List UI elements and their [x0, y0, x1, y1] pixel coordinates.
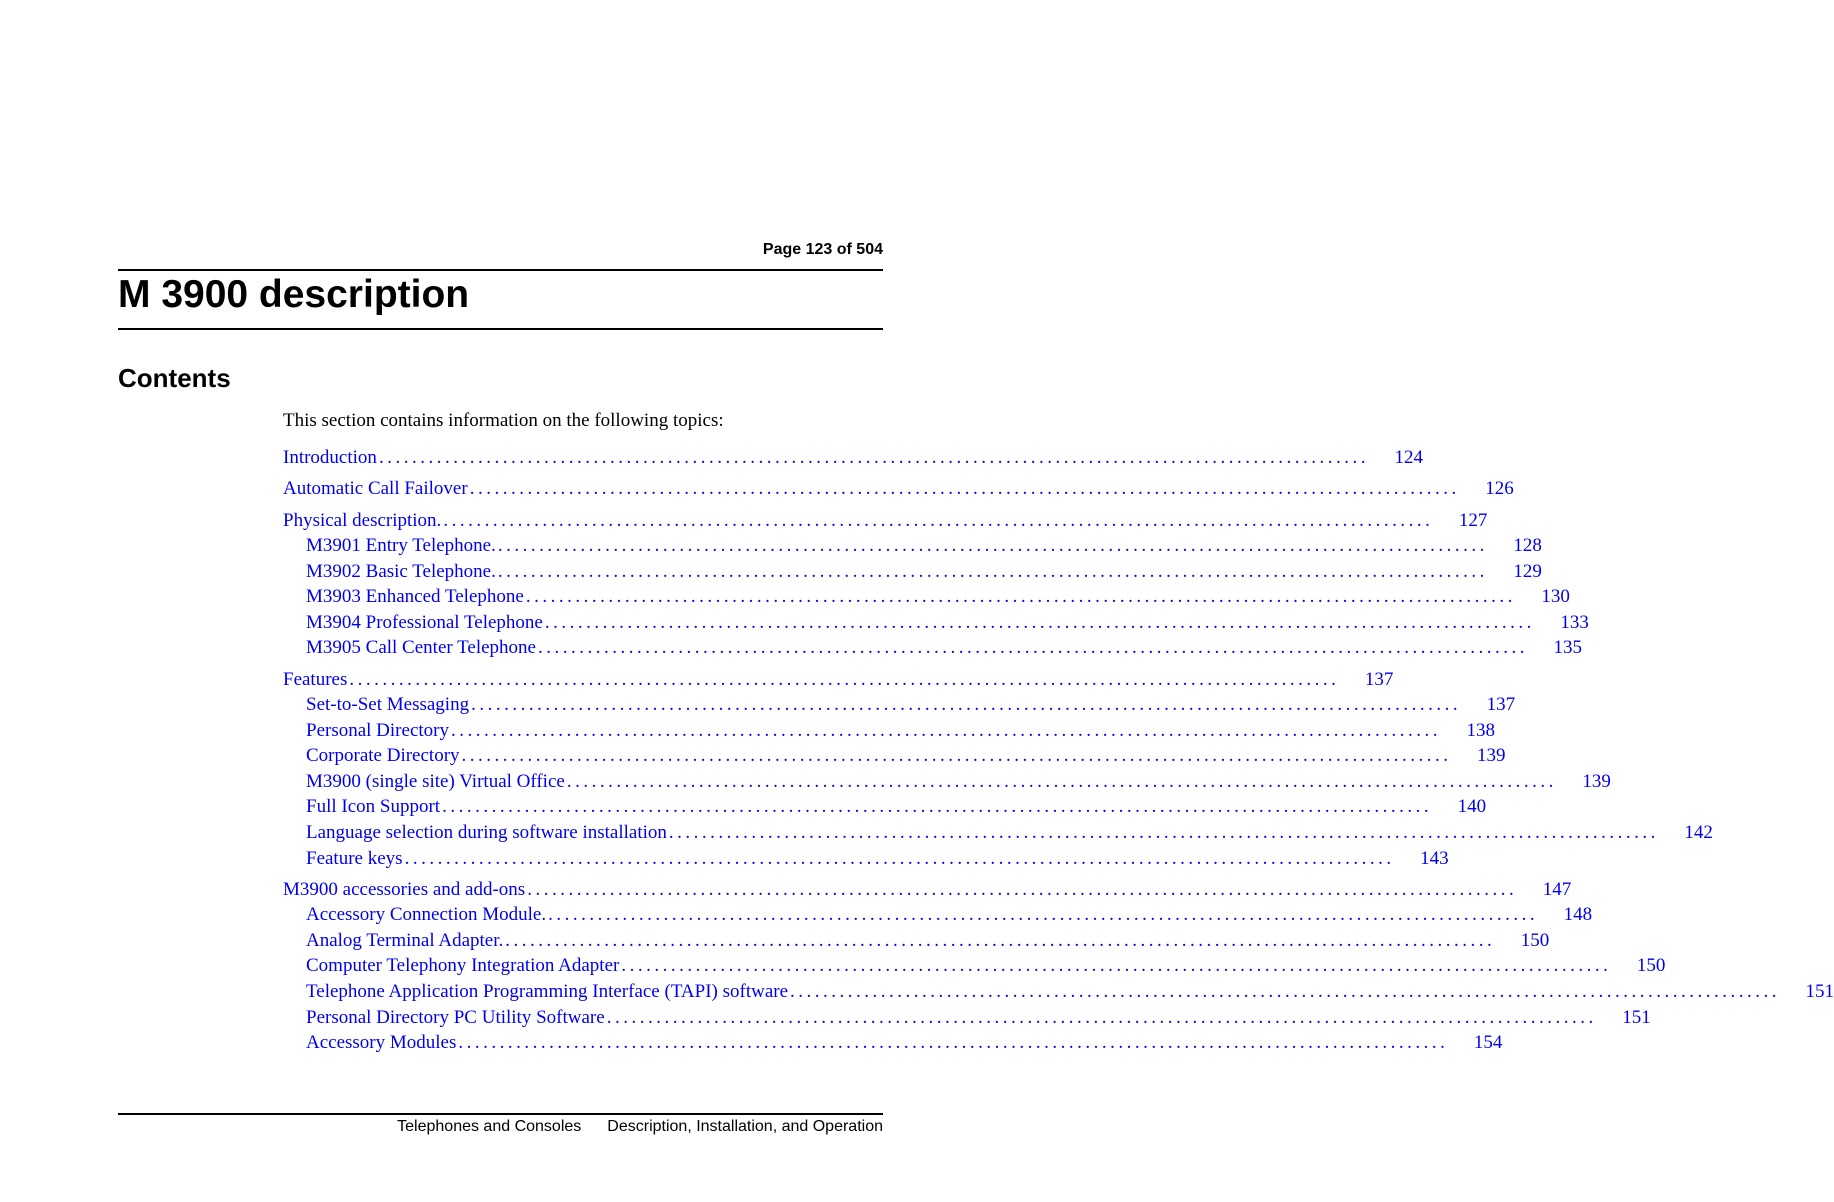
toc-entry-label: Telephone Application Programming Interface (TAPI) software — [306, 981, 789, 1002]
toc-entry-page: 137 — [1486, 694, 1516, 715]
toc-entry-page: 126 — [1485, 478, 1514, 499]
toc-dot-leader: ........................................................................................................................ — [443, 510, 1434, 531]
toc-entry-label: Introduction — [283, 447, 377, 468]
toc-entry[interactable] — [306, 1007, 1651, 1031]
toc-entry-label: M3900 accessories and add-ons — [283, 879, 526, 900]
toc-entry[interactable] — [306, 955, 1666, 979]
toc-entry[interactable] — [306, 822, 1713, 846]
toc-entry[interactable] — [306, 561, 1542, 585]
toc-entry-label: Physical description. — [283, 510, 442, 531]
section-intro: This section contains information on the following topics: — [283, 410, 724, 431]
toc-dot-leader: ........................................................................................................................ — [349, 669, 1340, 690]
toc-dot-leader: ........................................................................................................................ — [606, 1007, 1597, 1028]
toc-dot-leader: ........................................................................................................................ — [548, 904, 1539, 925]
chapter-title: M 3900 description — [118, 273, 470, 316]
toc-entry-page: 138 — [1466, 720, 1495, 741]
toc-entry-page: 139 — [1582, 771, 1611, 792]
toc-entry-label: Language selection during software installation — [306, 822, 667, 843]
toc-entry-page: 151 — [1622, 1007, 1651, 1028]
toc-entry-page: 135 — [1553, 637, 1582, 658]
toc-entry[interactable] — [306, 930, 1550, 954]
toc-entry-page: 154 — [1473, 1032, 1503, 1053]
toc-entry[interactable] — [306, 720, 1495, 744]
toc-dot-leader: ........................................................................................................................ — [790, 981, 1781, 1002]
footer-publication: Telephones and Consoles — [397, 1118, 582, 1135]
toc-entry[interactable] — [283, 879, 1572, 903]
toc-entry-label: Automatic Call Failover — [283, 478, 468, 499]
toc-entry-page: 142 — [1684, 822, 1713, 843]
toc-entry-label: M3902 Basic Telephone. — [306, 561, 496, 582]
toc-entry-label: Personal Directory — [306, 720, 449, 741]
section-heading: Contents — [118, 363, 231, 393]
toc-dot-leader: ........................................................................................................................ — [442, 796, 1433, 817]
toc-entry-label: Accessory Modules — [306, 1032, 457, 1053]
toc-dot-leader: ........................................................................................................................ — [668, 822, 1659, 843]
toc-entry-page: 137 — [1364, 669, 1394, 690]
toc-entry-page: 127 — [1458, 510, 1488, 531]
toc-entry-page: 133 — [1560, 612, 1589, 633]
toc-dot-leader: ........................................................................................................................ — [450, 720, 1441, 741]
toc-entry-page: 143 — [1420, 848, 1449, 869]
page-number: Page 123 of 504 — [762, 241, 883, 258]
toc-entry-label: Set-to-Set Messaging — [306, 694, 470, 715]
toc-entry[interactable] — [306, 771, 1611, 795]
toc-dot-leader: ........................................................................................................................ — [537, 637, 1528, 658]
toc-entry-page: 130 — [1541, 586, 1570, 607]
toc-dot-leader: ........................................................................................................................ — [497, 535, 1488, 556]
toc-entry-label: Full Icon Support — [306, 796, 441, 817]
title-rule — [118, 328, 883, 330]
toc-entry[interactable] — [306, 1032, 1503, 1056]
toc-entry[interactable] — [306, 796, 1487, 820]
toc-dot-leader: ........................................................................................................................ — [378, 447, 1369, 468]
footer — [397, 1118, 883, 1136]
toc-entry-label: Corporate Directory — [306, 745, 460, 766]
toc-entry-label: Accessory Connection Module. — [306, 904, 547, 925]
toc-dot-leader: ........................................................................................................................ — [527, 879, 1518, 900]
toc-dot-leader: ........................................................................................................................ — [497, 561, 1488, 582]
toc-dot-leader: ........................................................................................................................ — [458, 1032, 1449, 1053]
toc-entry-label: Analog Terminal Adapter. — [306, 930, 504, 951]
toc-entry-label: M3901 Entry Telephone. — [306, 535, 496, 556]
toc-entry[interactable] — [306, 535, 1542, 559]
toc-entry-label: M3903 Enhanced Telephone — [306, 586, 524, 607]
toc-entry[interactable] — [306, 637, 1582, 661]
toc-entry[interactable] — [306, 612, 1589, 636]
footer-rule — [118, 1113, 883, 1115]
toc-entry-page: 140 — [1457, 796, 1487, 817]
toc-entry[interactable] — [283, 478, 1514, 502]
toc-entry-label: M3904 Professional Telephone — [306, 612, 543, 633]
toc-entry-page: 150 — [1636, 955, 1666, 976]
toc-dot-leader: ........................................................................................................................ — [544, 612, 1535, 633]
toc-dot-leader: ........................................................................................................................ — [461, 745, 1452, 766]
toc-entry-label: Computer Telephony Integration Adapter — [306, 955, 620, 976]
toc-dot-leader: ........................................................................................................................ — [471, 694, 1462, 715]
toc-dot-leader: ........................................................................................................................ — [525, 586, 1516, 607]
toc-dot-leader: ........................................................................................................................ — [621, 955, 1612, 976]
toc-entry[interactable] — [306, 745, 1506, 769]
toc-entry[interactable] — [283, 447, 1423, 471]
toc-entry-page: 128 — [1513, 535, 1542, 556]
toc-entry-label: M3900 (single site) Virtual Office — [306, 771, 565, 792]
toc-dot-leader: ........................................................................................................................ — [566, 771, 1557, 792]
toc-entry-page: 148 — [1563, 904, 1593, 925]
toc-entry-label: M3905 Call Center Telephone — [306, 637, 536, 658]
toc-entry-label: Features — [283, 669, 348, 690]
toc-entry-page: 139 — [1477, 745, 1506, 766]
toc-entry-page: 129 — [1513, 561, 1542, 582]
toc-entry-page: 151 — [1805, 981, 1834, 1002]
toc-entry[interactable] — [306, 848, 1449, 872]
toc-entry-label: Personal Directory PC Utility Software — [306, 1007, 605, 1028]
toc-entry-page: 124 — [1394, 447, 1423, 468]
toc-entry-label: Feature keys — [306, 848, 403, 869]
footer-document-title: Description, Installation, and Operation — [607, 1118, 883, 1135]
toc-entry[interactable] — [283, 669, 1394, 693]
toc-entry-page: 150 — [1520, 930, 1550, 951]
toc-entry[interactable] — [306, 694, 1516, 718]
toc-dot-leader: ........................................................................................................................ — [404, 848, 1395, 869]
toc-dot-leader: ........................................................................................................................ — [505, 930, 1496, 951]
toc-entry[interactable] — [283, 510, 1488, 534]
toc-entry[interactable] — [306, 981, 1834, 1005]
toc-entry-page: 147 — [1542, 879, 1572, 900]
toc-dot-leader: ........................................................................................................................ — [469, 478, 1460, 499]
toc-entry[interactable] — [306, 586, 1570, 610]
toc-entry[interactable] — [306, 904, 1593, 928]
